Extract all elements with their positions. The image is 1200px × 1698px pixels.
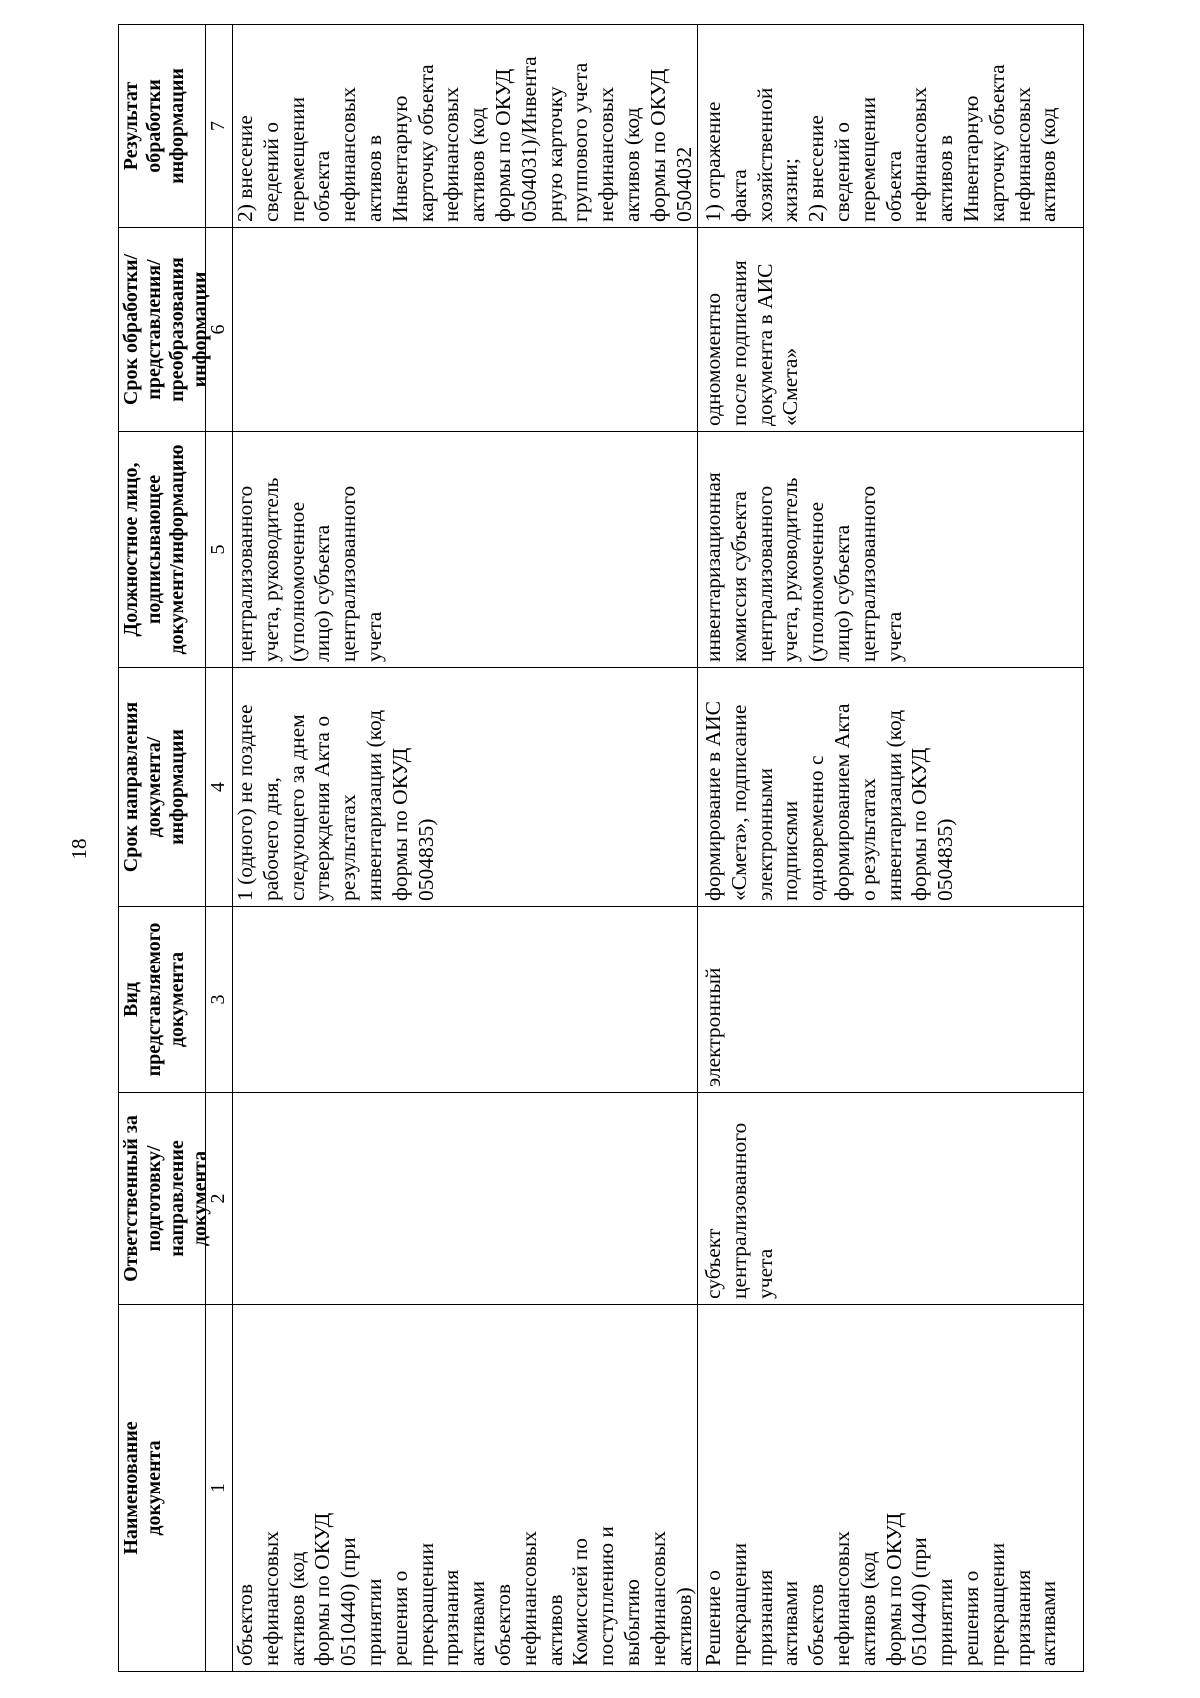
- row-2-document-name: Решение о прекращении признания активами объектов нефинансовых активов (код формы по ОКУД 0510440) (при принятии решения о прекращении признания активами: [698, 1304, 1084, 1671]
- row-2-submission-deadline: формирование в АИС «Смета», подписание электронными подписями одновременно с формированием Акта о результатах инвентаризации (код формы по ОКУД 0504835): [698, 667, 1084, 906]
- row-2-processing-deadline: одномоментно после подписания документа в АИС «Смета»: [698, 227, 1084, 431]
- row-1-submission-deadline: 1 (одного) не позднее рабочего дня, следующего за днем утверждения Акта о результатах инвентаризации (код формы по ОКУД 0504835): [233, 667, 698, 906]
- row-2-result: 1) отражение факта хозяйственной жизни; 2) внесение сведений о перемещении объекта нефинансовых активов в Инвентарную карточку объекта нефинансовых активов (код: [698, 24, 1084, 227]
- column-number-2: 2: [206, 1092, 233, 1304]
- column-number-5: 5: [206, 431, 233, 667]
- row-1-processing-deadline: [233, 227, 698, 431]
- column-number-3: 3: [206, 906, 233, 1092]
- row-1-document-type: [233, 906, 698, 1092]
- column-number-1: 1: [206, 1304, 233, 1671]
- page-number: 18: [67, 838, 91, 860]
- column-number-7: 7: [206, 24, 233, 227]
- header-result: Результат обработки информации: [119, 24, 206, 227]
- header-signatory: Должностное лицо, подписывающее документ/информацию: [119, 431, 206, 667]
- row-1-responsible: [233, 1092, 698, 1304]
- row-1-result: 2) внесение сведений о перемещении объекта нефинансовых активов в Инвентарную карточку объекта нефинансовых активов (код формы по ОКУД 0504031)/Инвента рную карточку группового учета нефинансовых активов (код формы по ОКУД 0504032: [233, 24, 698, 227]
- header-document-name: Наименование документа: [119, 1304, 206, 1671]
- row-2-responsible: субъект централизованного учета: [698, 1092, 1084, 1304]
- header-processing-deadline: Срок обработки/ представления/ преобразования информации: [119, 227, 206, 431]
- row-1-signatory: централизованного учета, руководитель (уполномоченное лицо) субъекта централизованного учета: [233, 431, 698, 667]
- header-document-type: Вид представляемого документа: [119, 906, 206, 1092]
- row-2-document-type: электронный: [698, 906, 1084, 1092]
- row-1-document-name: объектов нефинансовых активов (код формы по ОКУД 0510440) (при принятии решения о прекращении признания активами объектов нефинансовых активов Комиссией по поступлению и выбытию нефинансовых активов): [233, 1304, 698, 1671]
- column-number-6: 6: [206, 227, 233, 431]
- header-submission-deadline: Срок направления документа/ информации: [119, 667, 206, 906]
- column-number-4: 4: [206, 667, 233, 906]
- document-flow-table: [118, 24, 1084, 1672]
- header-responsible: Ответственный за подготовку/ направление документа: [119, 1092, 206, 1304]
- row-2-signatory: инвентаризационная комиссия субъекта централизованного учета, руководитель (уполномоченное лицо) субъекта централизованного учета: [698, 431, 1084, 667]
